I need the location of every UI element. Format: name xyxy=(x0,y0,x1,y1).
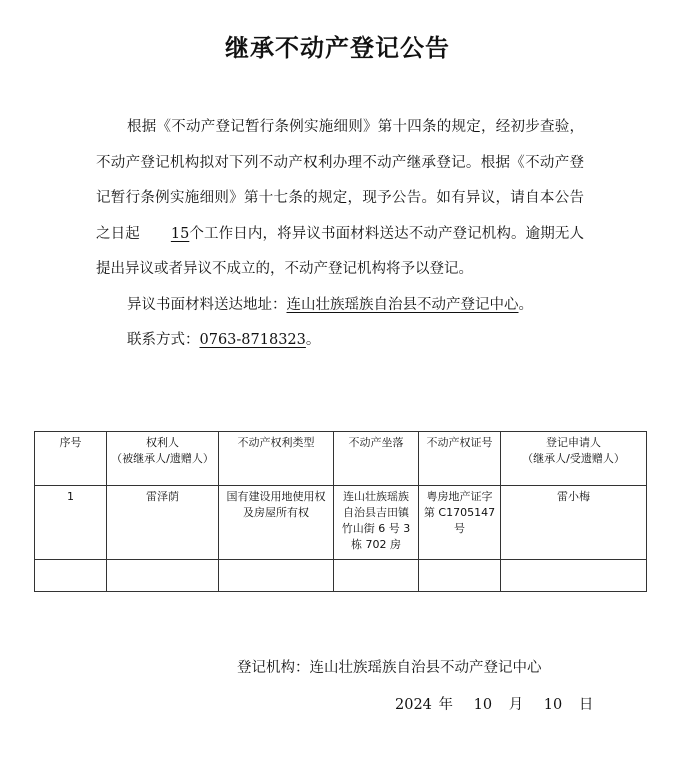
date-year-unit: 年 xyxy=(438,697,454,713)
paragraph-text-2: 个工作日内，将异议书面材料送达不动产登记机构。逾期无人提出异议或者异议不成立的，不动产登记机构将予以登记。 xyxy=(96,225,585,277)
empty-cell xyxy=(501,560,647,592)
contact-label: 联系方式： xyxy=(127,332,200,348)
header-right-holder: 权利人 （被继承人/遗赠人） xyxy=(107,432,219,486)
announcement-body xyxy=(96,110,584,359)
header-certificate: 不动产权证号 xyxy=(419,432,501,486)
objection-days: 15 xyxy=(170,225,190,242)
date-month: 10 xyxy=(473,697,493,713)
header-right-type: 不动产权利类型 xyxy=(219,432,334,486)
table-row xyxy=(35,486,647,560)
paragraph-text-1: 根据《不动产登记暂行条例实施细则》第十四条的规定，经初步查验，不动产登记机构拟对下列不动产权利办理不动产继承登记。根据《不动产登记暂行条例实施细则》第十七条的规定，现予公告。如有异议，请自本公告之日起 xyxy=(96,119,584,242)
cell-right-type: 国有建设用地使用权及房屋所有权 xyxy=(219,486,334,560)
cell-index: 1 xyxy=(35,486,107,560)
cell-certificate: 粤房地产证字第 C1705147 号 xyxy=(419,486,501,560)
empty-cell xyxy=(334,560,419,592)
address-label: 异议书面材料送达地址： xyxy=(127,296,287,313)
empty-cell xyxy=(35,560,107,592)
address-end: 。 xyxy=(518,296,533,313)
announcement-paragraph xyxy=(96,110,584,288)
header-index: 序号 xyxy=(35,432,107,486)
contact-value: 0763-8718323 xyxy=(199,332,306,348)
cell-right-holder: 雷泽荫 xyxy=(107,486,219,560)
date-year: 2024 xyxy=(395,697,432,713)
empty-cell xyxy=(107,560,219,592)
header-applicant: 登记申请人 （继承人/受遗赠人） xyxy=(501,432,647,486)
empty-cell xyxy=(219,560,334,592)
registration-table xyxy=(34,431,647,592)
date-month-unit: 月 xyxy=(508,697,524,713)
cell-location: 连山壮族瑶族自治县吉田镇竹山街 6 号 3 栋 702 房 xyxy=(334,486,419,560)
date-day: 10 xyxy=(543,697,563,713)
cell-applicant: 雷小梅 xyxy=(501,486,647,560)
date-day-unit: 日 xyxy=(578,697,594,713)
table-row-empty xyxy=(35,560,647,592)
page-title: 继承不动产登记公告 xyxy=(225,34,450,62)
registration-organization: 登记机构：连山壮族瑶族自治县不动产登记中心 xyxy=(237,660,542,676)
address-value: 连山壮族瑶族自治县不动产登记中心 xyxy=(286,296,519,313)
contact-end: 。 xyxy=(305,332,321,348)
announcement-date xyxy=(395,693,593,714)
table-header-row xyxy=(35,432,647,486)
header-location: 不动产坐落 xyxy=(334,432,419,486)
contact-line xyxy=(96,323,584,359)
empty-cell xyxy=(419,560,501,592)
address-line xyxy=(96,288,584,324)
